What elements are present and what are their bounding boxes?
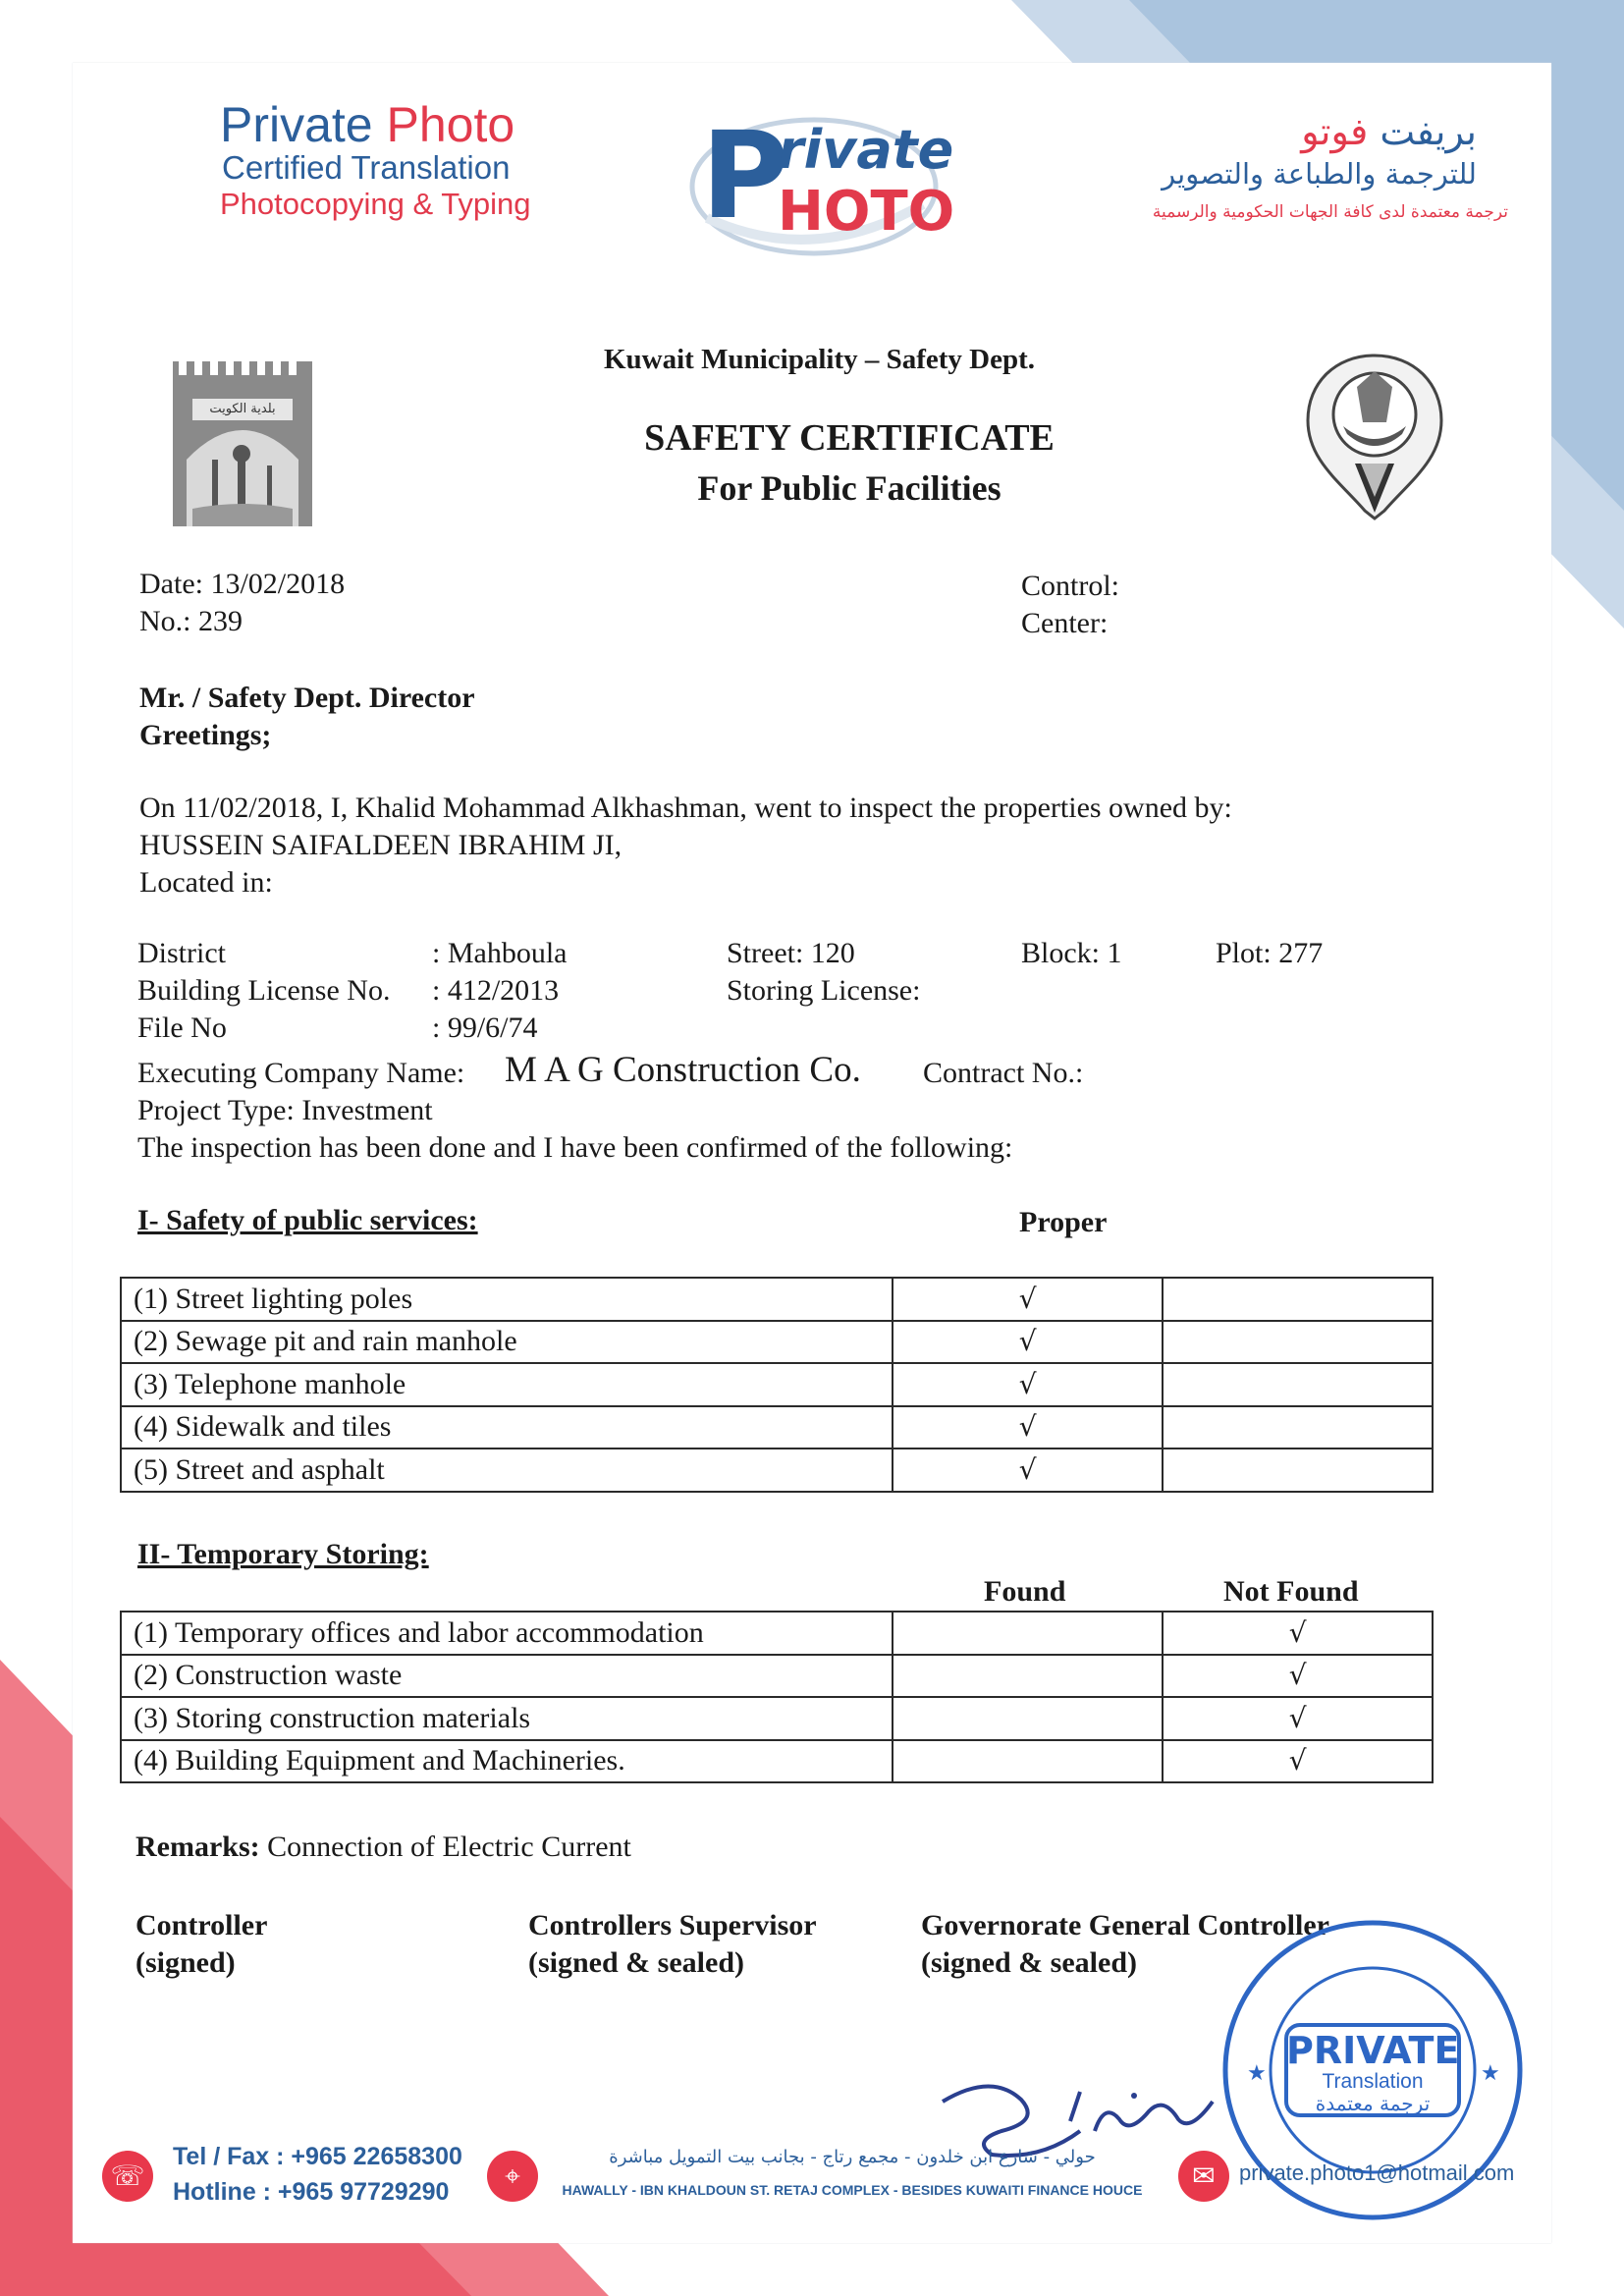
not-found-check: √ [1163, 1655, 1433, 1698]
svg-text:★: ★ [1247, 2061, 1267, 2086]
project-type: Project Type: Investment [137, 1094, 433, 1126]
stamp-main-text: PRIVATE [1286, 2029, 1460, 2072]
table-row [121, 1612, 1433, 1655]
footer-email: private.photo1@hotmail.com [1239, 2160, 1515, 2185]
stamp-sub-text: Translation [1322, 2070, 1424, 2093]
table-row [121, 1740, 1433, 1783]
proper-check: √ [893, 1363, 1164, 1406]
greetings: Greetings; [139, 719, 272, 751]
found-check [893, 1740, 1164, 1783]
row-label: (3) Storing construction materials [121, 1697, 893, 1740]
section-2-col-not-found: Not Found [1223, 1575, 1359, 1608]
row-label: (1) Street lighting poles [121, 1278, 893, 1321]
department-heading: Kuwait Municipality – Safety Dept. [604, 344, 1036, 375]
signature-controller-role: Controller [135, 1909, 268, 1941]
found-check [893, 1697, 1164, 1740]
section-1-heading: I- Safety of public services: [137, 1204, 478, 1236]
footer-hotline: Hotline : +965 97729290 [173, 2178, 450, 2206]
municipality-emblem-text: بلدية الكويت [209, 402, 276, 416]
district-label: District [137, 937, 226, 969]
row-label: (4) Sidewalk and tiles [121, 1406, 893, 1449]
row-label: (1) Temporary offices and labor accommodation [121, 1612, 893, 1655]
section-2-table [120, 1611, 1434, 1783]
other-check [1163, 1278, 1433, 1321]
falcon-emblem-icon [1296, 344, 1453, 520]
not-found-check: √ [1163, 1612, 1433, 1655]
block-field: Block: 1 [1021, 937, 1122, 969]
table-row [121, 1278, 1433, 1321]
control-label: Control: [1021, 570, 1120, 602]
other-check [1163, 1449, 1433, 1492]
municipality-emblem [173, 361, 312, 526]
logo-word-rivate: rivate [778, 119, 954, 181]
confirmation-statement: The inspection has been done and I have been confirmed of the following: [137, 1131, 1013, 1164]
signature-governorate-role: Governorate General Controller [921, 1909, 1329, 1941]
signature-supervisor-role: Controllers Supervisor [528, 1909, 817, 1941]
footer-address-arabic: حولي - شارع ابن خلدون - مجمع رتاج - بجانب بيت التمويل مباشرة [609, 2147, 1096, 2167]
file-no-label: File No [137, 1011, 227, 1044]
owner-name: HUSSEIN SAIFALDEEN IBRAHIM JI, [139, 829, 623, 861]
located-in-label: Located in: [139, 866, 273, 899]
private-photo-logo [687, 106, 955, 257]
signature-controller-status: (signed) [135, 1946, 236, 1979]
certificate-date: Date: 13/02/2018 [139, 568, 346, 600]
brand-tagline-arabic: للترجمة والطباعة والتصوير [1162, 157, 1477, 191]
table-row [121, 1697, 1433, 1740]
other-check [1163, 1406, 1433, 1449]
street-field: Street: 120 [727, 937, 855, 969]
addressee: Mr. / Safety Dept. Director [139, 682, 475, 714]
logo-letter-p: P [701, 106, 789, 246]
signature-governorate-status: (signed & sealed) [921, 1946, 1137, 1979]
center-label: Center: [1021, 607, 1109, 639]
section-1-table [120, 1277, 1434, 1493]
found-check [893, 1655, 1164, 1698]
file-no-value: : 99/6/74 [432, 1011, 538, 1044]
row-label: (2) Construction waste [121, 1655, 893, 1698]
section-2-col-found: Found [984, 1575, 1066, 1608]
footer-tel-fax: Tel / Fax : +965 22658300 [173, 2143, 462, 2170]
brand-tagline-photocopying: Photocopying & Typing [220, 187, 531, 221]
svg-text:★: ★ [1481, 2061, 1500, 2086]
not-found-check: √ [1163, 1697, 1433, 1740]
email-icon: ✉ [1178, 2151, 1229, 2202]
kuwait-state-emblem [1296, 344, 1453, 520]
municipality-tower-icon [173, 361, 312, 526]
other-check [1163, 1321, 1433, 1364]
table-row [121, 1449, 1433, 1492]
certificate-number: No.: 239 [139, 605, 243, 637]
executing-company-value: M A G Construction Co. [505, 1050, 861, 1090]
signature-supervisor-status: (signed & sealed) [528, 1946, 744, 1979]
row-label: (5) Street and asphalt [121, 1449, 893, 1492]
executing-company-label: Executing Company Name: [137, 1057, 465, 1089]
table-row [121, 1406, 1433, 1449]
table-row [121, 1363, 1433, 1406]
building-license-label: Building License No. [137, 974, 391, 1007]
table-row [121, 1321, 1433, 1364]
not-found-check: √ [1163, 1740, 1433, 1783]
row-label: (3) Telephone manhole [121, 1363, 893, 1406]
brand-name-arabic: بريفت فوتو [1301, 110, 1477, 153]
other-check [1163, 1363, 1433, 1406]
plot-field: Plot: 277 [1216, 937, 1324, 969]
row-label: (4) Building Equipment and Machineries. [121, 1740, 893, 1783]
proper-check: √ [893, 1449, 1164, 1492]
building-license-value: : 412/2013 [432, 974, 560, 1007]
contract-no-label: Contract No.: [923, 1057, 1084, 1089]
certificate-title: SAFETY CERTIFICATE [644, 417, 1055, 459]
inspection-statement: On 11/02/2018, I, Khalid Mohammad Alkhashman, went to inspect the properties owned by: [139, 792, 1232, 824]
brand-tagline-translation: Certified Translation [222, 149, 511, 186]
district-value: : Mahboula [432, 937, 568, 969]
proper-check: √ [893, 1406, 1164, 1449]
phone-icon: ☏ [102, 2151, 153, 2202]
section-1-col-proper: Proper [1019, 1206, 1108, 1238]
row-label: (2) Sewage pit and rain manhole [121, 1321, 893, 1364]
storing-license-label: Storing License: [727, 974, 921, 1007]
found-check [893, 1612, 1164, 1655]
remarks: Remarks: Connection of Electric Current [135, 1831, 631, 1863]
table-row [121, 1655, 1433, 1698]
stamp-arabic-text: ترجمة معتمدة [1315, 2092, 1431, 2115]
location-pin-icon: ⌖ [487, 2151, 538, 2202]
proper-check: √ [893, 1278, 1164, 1321]
brand-subtagline-arabic: ترجمة معتمدة لدى كافة الجهات الحكومية والرسمية [1152, 202, 1508, 222]
brand-name-english: Private Photo [220, 97, 515, 152]
proper-check: √ [893, 1321, 1164, 1364]
section-2-heading: II- Temporary Storing: [137, 1538, 429, 1570]
certificate-subtitle: For Public Facilities [697, 468, 1001, 508]
logo-word-hoto: HOTO [778, 180, 955, 244]
footer-address-english: HAWALLY - IBN KHALDOUN ST. RETAJ COMPLEX - BESIDES KUWAITI FINANCE HOUCE [562, 2182, 1143, 2198]
